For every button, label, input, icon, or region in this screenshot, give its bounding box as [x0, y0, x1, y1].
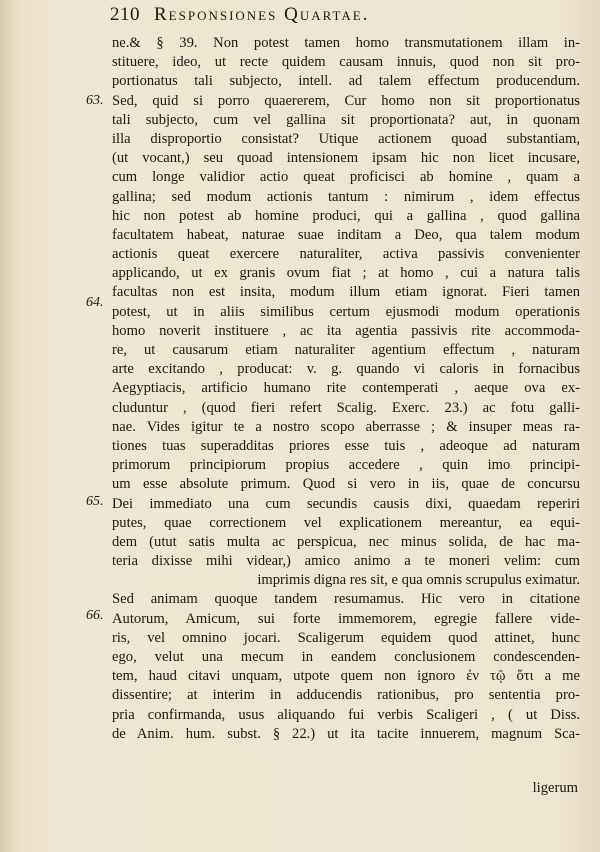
- text-line: gallina; sed modum actionis tantum : nimirum , idem effectus: [112, 188, 580, 205]
- text-line: Autorum, Amicum, sui forte immemorem, egregie fallere vide-: [112, 610, 580, 627]
- text-line: hic non potest ab homine produci, qui a gallina , quod gallina: [112, 207, 580, 224]
- text-line: teria dixisse mihi videar,) amico animo a te moneri velim: cum: [112, 553, 580, 570]
- text-line: applicando, ut ex granis ovum fiat ; at homo , cui a natura talis: [112, 265, 580, 282]
- text-line: homo noverit instituere , ac ita agentia passivis rite accommoda-: [112, 322, 580, 339]
- text-line: pria confirmanda, usus aliquando fui verbis Scaligeri , ( ut Diss.: [112, 706, 580, 723]
- margin-number: 63.: [86, 93, 104, 108]
- text-line: facultatem habeat, naturae suae inditam a Deo, qua talem modum: [112, 226, 580, 243]
- text-line: ris, vel omnino jocari. Scaligerum equidem quod attinet, hunc: [112, 629, 580, 646]
- text-line: stituere, ideo, ut recte quidem causam innuis, quod non sit pro-: [112, 54, 580, 71]
- text-line: (ut vocant,) seu quoad intensionem ipsam hic non licet incusare,: [112, 150, 580, 167]
- text-line: arte excitando , producat: v. g. quando vi caloris in fornacibus: [112, 361, 580, 378]
- text-line: cum longe validior actio queat proficisci ab homine , quam a: [112, 169, 580, 186]
- text-line: potest, ut in aliis similibus certum ejusmodi modum operationis: [112, 303, 580, 320]
- text-line: facultas non est insita, modum illum etiam ignorat. Fieri tamen: [112, 284, 580, 301]
- margin-number: 66.: [86, 608, 104, 623]
- page-number: 210: [110, 4, 140, 25]
- catchword: ligerum: [532, 780, 578, 796]
- text-line: nae. Vides igitur te a nostro scopo aberrasse ; & insuper meas ra-: [112, 418, 580, 435]
- text-line: dissentire; at interim in adducendis rationibus, pro sententia pro-: [112, 687, 580, 704]
- text-line: imprimis digna res sit, e qua omnis scrupulus eximatur.: [257, 572, 580, 589]
- text-line: tali subjecto, cum vel gallina sit proportionata? aut, in quonam: [112, 111, 580, 128]
- text-line: re, ut causarum etiam naturaliter agentium effectum , naturam: [112, 342, 580, 358]
- body-text: [112, 34, 580, 744]
- text-line: Sed animam quoque tandem resumamus. Hic vero in citatione: [112, 591, 580, 608]
- text-line: primorum principiorum propius accedere , quin imo principi-: [112, 457, 580, 474]
- text-line: putes, quae correctionem vel explicationem mereantur, ea equi-: [112, 514, 580, 531]
- text-line: cluduntur , (quod fieri refert Scalig. Exerc. 23.) ac fotu galli-: [112, 399, 580, 416]
- text-line: portionatus tali subjecto, intell. ad talem effectum producendum.: [112, 73, 580, 90]
- text-line: um esse absolute primum. Quod si vero in iis, quae de concursu: [112, 476, 580, 493]
- text-line: ne.& § 39. Non potest tamen homo transmutationem illam in-: [112, 35, 580, 51]
- text-line: Sed, quid si porro quaererem, Cur homo non sit proportionatus: [112, 92, 580, 109]
- text-line: Dei immediato una cum secundis causis dixi, quaedam reperiri: [112, 495, 580, 512]
- text-line: dem (utut satis multa ac perspicua, nec minus solida, de hac ma-: [112, 533, 580, 550]
- text-line: Aegyptiacis, artificio humano rite contemperati , aeque ova ex-: [112, 380, 580, 397]
- text-line: illa disproportio consistat? Utique actionem quoad substantiam,: [112, 130, 580, 147]
- running-title: Responsiones Quartae.: [154, 4, 370, 25]
- text-line: ego, velut una mecum in eandem conclusionem condescenden-: [112, 649, 580, 665]
- margin-number: 65.: [86, 494, 104, 509]
- text-line: actionis queat exercere naturaliter, activa passivis convenienter: [112, 246, 580, 263]
- text-line: de Anim. hum. subst. § 22.) ut ita tacite innuerem, magnum Sca-: [112, 725, 580, 742]
- text-line: tem, haud citavi unquam, utpote quem non ignoro ἐν τῷ ὅτι a me: [112, 668, 580, 685]
- margin-number: 64.: [86, 295, 104, 310]
- page-header: [110, 4, 580, 32]
- text-line: tiones tuas superadditas priores esse tuis , adeoque ad naturam: [112, 437, 580, 454]
